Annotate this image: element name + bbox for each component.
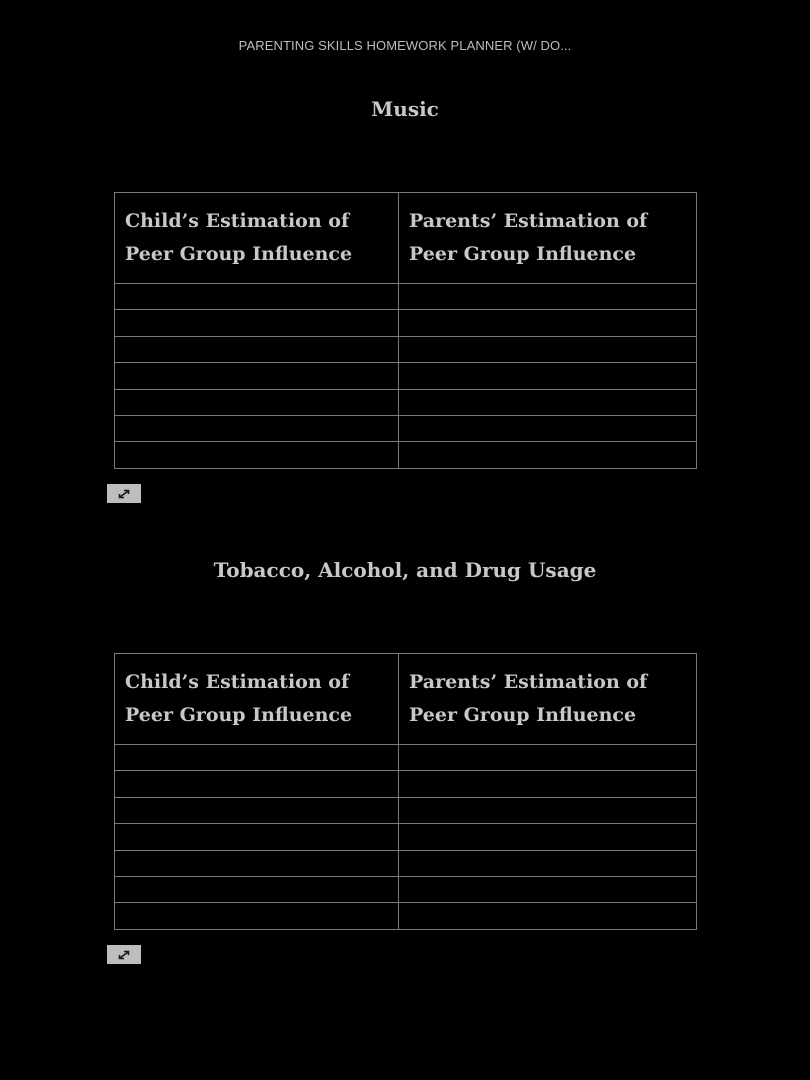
peer-influence-table-substance [114,653,697,930]
table-row [115,903,697,929]
section-heading-music: Music [371,97,439,121]
table-cell [115,850,399,876]
table-row [115,284,697,310]
table-cell [399,284,697,310]
expand-arrows-icon [116,949,132,961]
table-cell [399,363,697,389]
table-row [115,336,697,362]
table-cell [399,903,697,929]
table-row [115,876,697,902]
table-row [115,389,697,415]
column-header-parents: Parents’ Estimation of Peer Group Influence [399,193,697,284]
table-cell [399,797,697,823]
table-header-row [115,654,697,745]
table-row [115,745,697,771]
column-header-parents: Parents’ Estimation of Peer Group Influence [399,654,697,745]
expand-arrows-icon [116,488,132,500]
table-cell [399,771,697,797]
table-cell [399,876,697,902]
table-cell [399,824,697,850]
peer-influence-table-music [114,192,697,469]
table-row [115,310,697,336]
table-cell [399,310,697,336]
table-cell [115,903,399,929]
table-cell [399,745,697,771]
table-cell [115,745,399,771]
table-cell [115,824,399,850]
table-cell [399,336,697,362]
column-header-child: Child’s Estimation of Peer Group Influence [115,193,399,284]
table-cell [115,310,399,336]
table-cell [115,389,399,415]
table-row [115,771,697,797]
table-cell [115,876,399,902]
expand-table-button[interactable] [107,484,141,503]
table-cell [399,415,697,441]
table-cell [115,363,399,389]
table-row [115,850,697,876]
table-cell [399,389,697,415]
book-title: PARENTING SKILLS HOMEWORK PLANNER (W/ DO... [238,38,572,53]
table-cell [115,415,399,441]
column-header-child: Child’s Estimation of Peer Group Influence [115,654,399,745]
table-header-row [115,193,697,284]
table-row [115,363,697,389]
table-row [115,824,697,850]
table-cell [399,850,697,876]
table-cell [115,442,399,468]
expand-table-button[interactable] [107,945,141,964]
table-row [115,797,697,823]
table-cell [115,336,399,362]
table-row [115,442,697,468]
table-cell [399,442,697,468]
table-cell [115,797,399,823]
table-cell [115,771,399,797]
section-heading-tobacco-alcohol-drugs: Tobacco, Alcohol, and Drug Usage [213,558,597,582]
table-cell [115,284,399,310]
table-row [115,415,697,441]
